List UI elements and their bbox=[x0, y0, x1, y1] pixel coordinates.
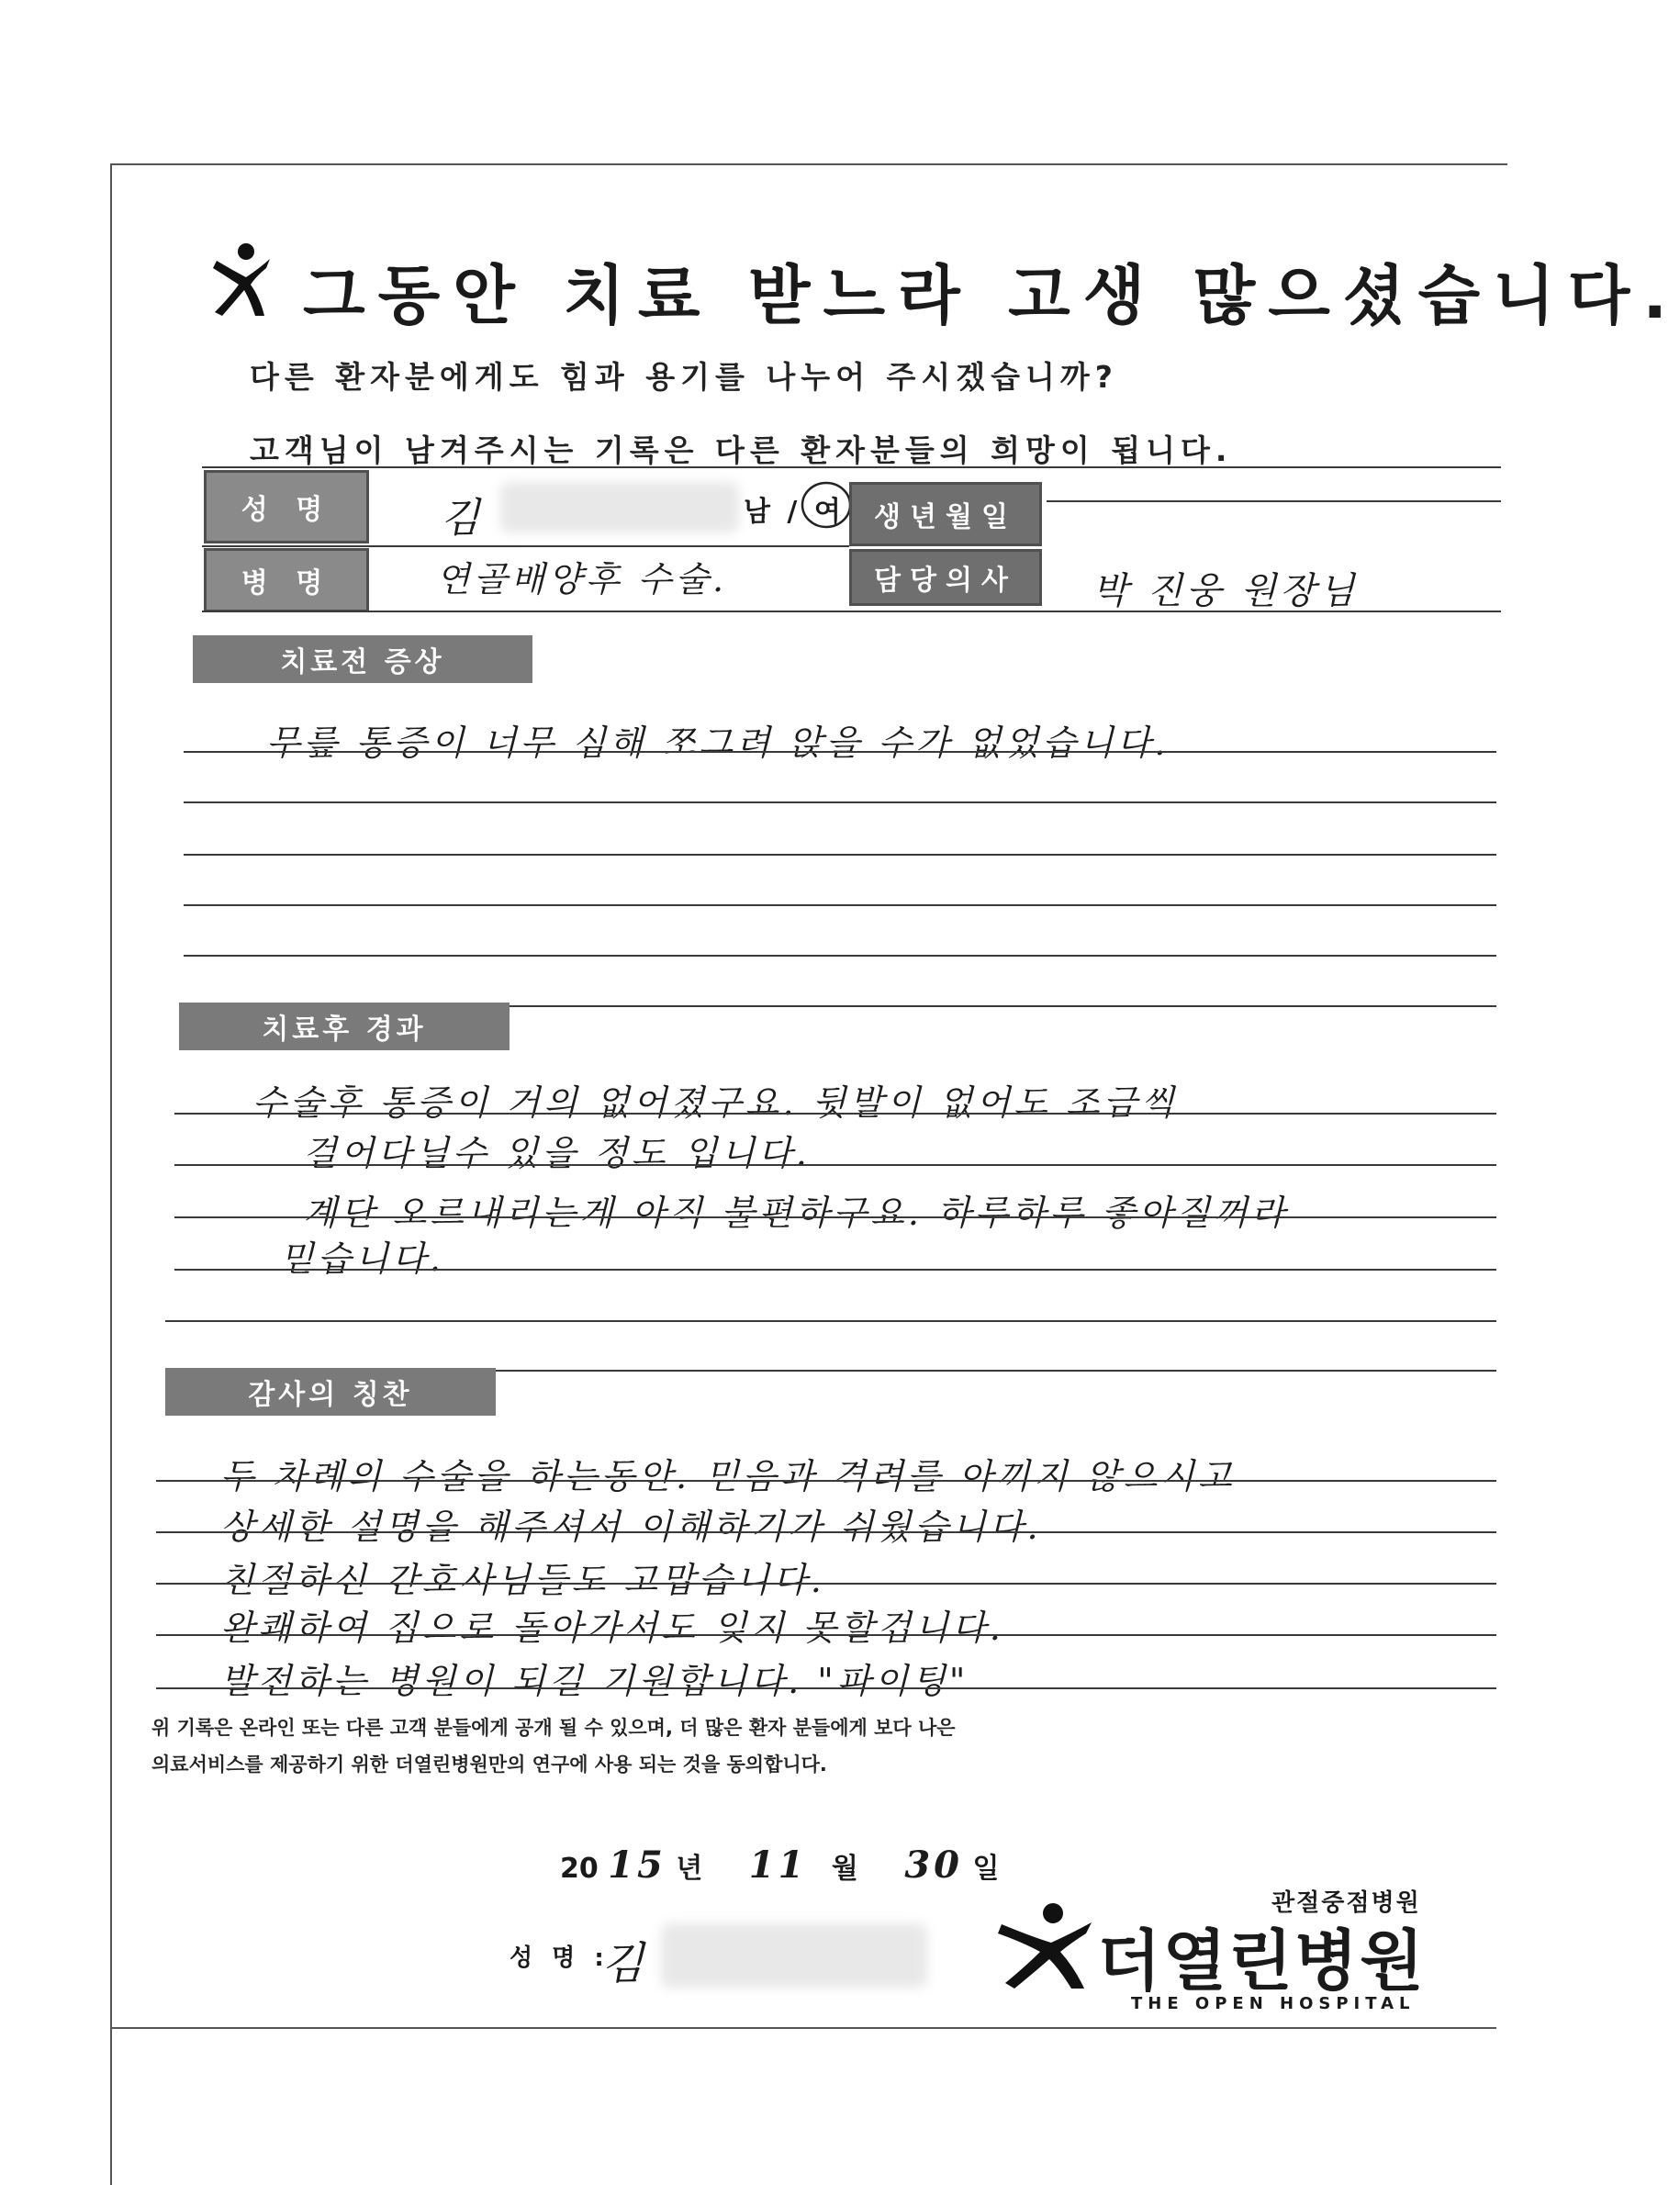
thanks-line-3: 친절하신 간호사님들도 고맙습니다. bbox=[220, 1560, 825, 1600]
after-rule-4 bbox=[174, 1269, 1496, 1271]
thanks-rule-2 bbox=[156, 1531, 1496, 1533]
signature-label: 성 명 : bbox=[510, 1944, 610, 1972]
gender-label: 남 / 여 bbox=[744, 496, 845, 528]
date-year-unit: 년 bbox=[676, 1853, 703, 1885]
doctor-value: 박 진웅 원장님 bbox=[1092, 570, 1359, 612]
birth-rule bbox=[1047, 500, 1501, 502]
before-rule-2 bbox=[184, 801, 1496, 803]
after-rule-1 bbox=[174, 1113, 1496, 1115]
before-line-1: 무릎 통증이 너무 심해 쪼그려 앉을 수가 없었습니다. bbox=[266, 723, 1170, 763]
name-value: 김 bbox=[441, 495, 484, 542]
after-rule-3 bbox=[174, 1216, 1496, 1218]
page-frame-bottom bbox=[110, 2027, 1496, 2029]
doctor-label: 담당의사 bbox=[849, 549, 1042, 606]
thanks-rule-3 bbox=[156, 1583, 1496, 1585]
date-year-hand: 15 bbox=[608, 1843, 666, 1887]
section-before-heading: 치료전 증상 bbox=[193, 635, 532, 683]
date-day-unit: 일 bbox=[972, 1853, 1000, 1885]
subtitle-1: 다른 환자분에게도 힘과 용기를 나누어 주시겠습니까? bbox=[250, 359, 1118, 395]
after-line-1: 수술후 통증이 거의 없어졌구요. 뒷발이 없어도 조금씩 bbox=[252, 1082, 1179, 1123]
section-thanks-heading: 감사의 칭찬 bbox=[165, 1368, 496, 1416]
after-line-3: 계단 오르내리는게 아직 불편하구요. 하루하루 좋아질꺼라 bbox=[303, 1193, 1289, 1233]
subtitle-2: 고객님이 남겨주시는 기록은 다른 환자분들의 희망이 됩니다. bbox=[250, 432, 1233, 468]
date-month-hand: 11 bbox=[748, 1843, 808, 1887]
date-line bbox=[560, 1843, 999, 1887]
thanks-rule-1 bbox=[156, 1480, 1496, 1482]
form-top-rule bbox=[202, 466, 1501, 468]
after-rule-2 bbox=[174, 1164, 1496, 1166]
thanks-rule-5 bbox=[156, 1687, 1496, 1689]
form-bottom-rule bbox=[202, 611, 1501, 612]
consent-line-1: 위 기록은 온라인 또는 다른 고객 분들에게 공개 될 수 있으며, 더 많은 환자 분들에게 보다 나은 bbox=[151, 1717, 956, 1739]
date-day-hand: 30 bbox=[904, 1843, 963, 1887]
gender-circle-mark bbox=[799, 477, 854, 532]
logo-english: THE OPEN HOSPITAL bbox=[1131, 1994, 1416, 2013]
thanks-line-5: 발전하는 병원이 되길 기원합니다. "파이팅" bbox=[220, 1661, 969, 1701]
logo-name: 더열린병원 bbox=[1097, 1922, 1426, 2000]
name-redaction bbox=[500, 482, 739, 532]
disease-value: 연골배양후 수술. bbox=[436, 559, 728, 599]
logo-mascot-icon bbox=[996, 1900, 1097, 1992]
before-rule-1 bbox=[184, 751, 1496, 753]
consent-line-2: 의료서비스를 제공하기 위한 더열린병원만의 연구에 사용 되는 것을 동의합니다. bbox=[151, 1754, 827, 1776]
after-line-2: 걸어다닐수 있을 정도 입니다. bbox=[303, 1133, 811, 1173]
logo-tagline: 관절중점병원 bbox=[1271, 1889, 1421, 1917]
disease-label: 병 명 bbox=[204, 548, 369, 612]
before-rule-3 bbox=[184, 854, 1496, 856]
thanks-line-4: 완쾌하여 집으로 돌아가서도 잊지 못할겁니다. bbox=[220, 1608, 1004, 1648]
thanks-rule-4 bbox=[156, 1634, 1496, 1636]
name-label: 성 명 bbox=[204, 470, 369, 543]
before-rule-4 bbox=[184, 904, 1496, 906]
section-after-heading: 치료후 경과 bbox=[179, 1003, 510, 1050]
page-title: 그동안 치료 받느라 고생 많으셨습니다. bbox=[303, 258, 1680, 333]
date-year-prefix: 20 bbox=[560, 1853, 599, 1885]
after-rule-5 bbox=[165, 1320, 1496, 1322]
thanks-line-1: 두 차례의 수술을 하는동안. 믿음과 격려를 아끼지 않으시고 bbox=[220, 1456, 1236, 1496]
birth-label: 생년월일 bbox=[849, 482, 1042, 546]
after-line-4: 믿습니다. bbox=[280, 1238, 444, 1279]
form-mid-rule bbox=[202, 545, 849, 547]
before-rule-5 bbox=[184, 955, 1496, 957]
date-month-unit: 월 bbox=[831, 1853, 858, 1885]
thanks-line-2: 상세한 설명을 해주셔서 이해하기가 쉬웠습니다. bbox=[220, 1507, 1042, 1547]
hospital-mascot-icon bbox=[209, 241, 274, 323]
signature-redaction bbox=[661, 1923, 927, 1988]
signature-value: 김 bbox=[601, 1938, 648, 1989]
